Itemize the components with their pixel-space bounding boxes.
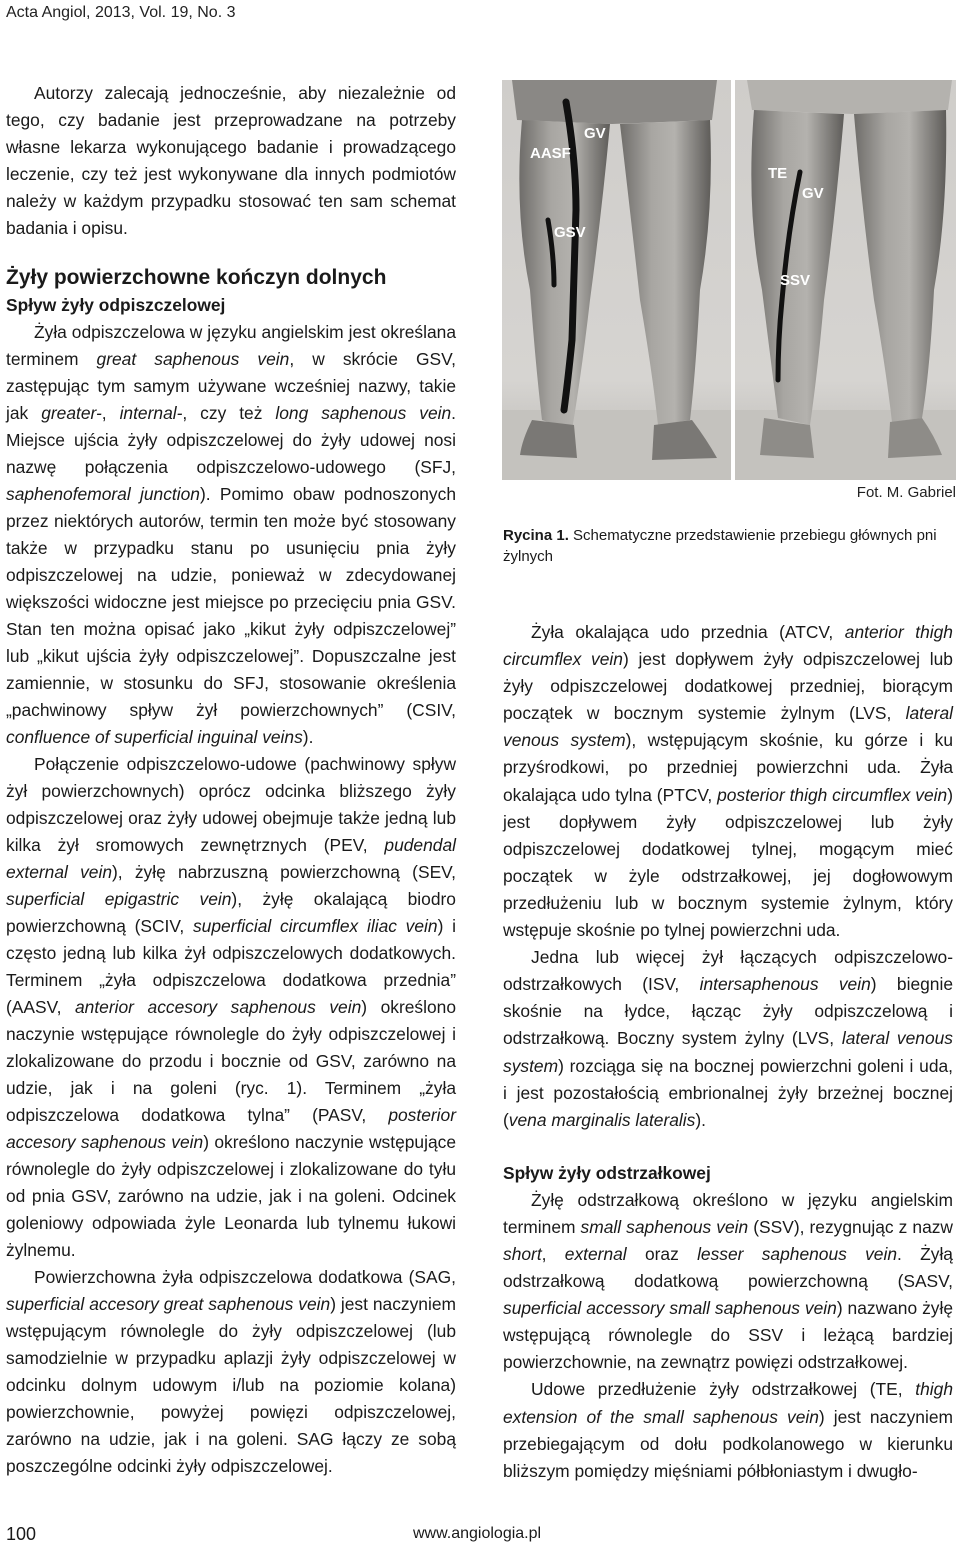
paragraph-isv-lvs: Jedna lub więcej żył łączących odpiszczelowo-odstrzałkowych (ISV, intersaphenous vein) biegnie skośnie na łydce, łącząc żyły odpiszczelową i odstrzałkową. Boczny system żylny (LVS, lateral venous system) rozciąga się na bocznej powierzchni goleni i uda, i jest pozostałością embrionalnej żyły brzeżnej bocznej (vena marginalis lateralis). <box>503 947 953 1130</box>
paragraph-sag: Powierzchowna żyła odpiszczelowa dodatkowa (SAG, superficial accesory great saphenous vein) jest naczyniem wstępującym równolegle do żyły odpiszczelowej (lub samodzielnie w przypadku aplazji żyły odpiszczelowej w odcinku dolnym udowym i/lub na poziomie kolana) powierzchownie, powyżej powięzi odpiszczelowej, zarówno na udzie, jak i na goleni. SAG łączy ze sobą poszczególne odcinki żyły odpiszczelowej. <box>6 1267 456 1476</box>
subsection-title-gsv: Spływ żyły odpiszczelowej <box>6 295 226 315</box>
paragraph-sfj-tributaries: Połączenie odpiszczelowo-udowe (pachwinowy spływ żył powierzchownych) oprócz odcinka bliższego żyły odpiszczelowej oraz żyły udowej obejmuje także jedną lub kilka żył sromowych zewnętrznych (PEV, pudendal external vein), żyłę nabrzuszną powierzchowną (SEV, superficial epigastric vein), żyłę okalającą biodro powierzchowną (SCIV, superficial circumflex iliac vein) i często jedną lub kilka żył odpiszczelowych dodatkowych. Terminem „żyła odpiszczelowa dodatkowa przednia” (AASV, anterior accesory saphenous vein) określono naczynie wstępujące równolegle do żyły odpiszczelowej i zlokalizowane do przodu i bocznie od GSV, zarówno na udzie, jak i na goleni (ryc. 1). Terminem „żyła odpiszczelowa dodatkowa tylna” (PASV, posterior accesory saphenous vein) określono naczynie wstępujące równolegle do żyły odpiszczelowej i zlokalizowane do tyłu od pnia GSV, zarówno na udzie, jak i na goleni. Odcinek goleniowy odpowiada żyle Leonarda lub tylnemu łukowi żylnemu. <box>6 754 457 1260</box>
label-te: TE <box>768 165 788 182</box>
running-head: Acta Angiol, 2013, Vol. 19, No. 3 <box>6 4 236 21</box>
caption-text: Schematyczne przedstawienie przebiegu głównych pni żylnych <box>503 527 937 565</box>
photo-divider <box>731 80 735 480</box>
label-gv-right: GV <box>802 185 824 202</box>
subsection-title-ssv: Spływ żyły odstrzałkowej <box>503 1162 711 1183</box>
photo-credit: Fot. M. Gabriel <box>856 484 956 501</box>
website-link[interactable]: www.angiologia.pl <box>413 1525 542 1542</box>
label-gsv: GSV <box>554 224 586 241</box>
figure-leg-photo <box>502 80 956 480</box>
intro-paragraph: Autorzy zalecają jednocześnie, aby niezależnie od tego, czy badanie jest przeprowadzane na potrzeby własne lekarza wykonującego badanie i prowadzącego leczenie, czy też jest wykonywane dla innych podmiotów należy w każdym przypadku stosować ten sam schemat badania i opisu. <box>6 83 456 238</box>
label-ssv: SSV <box>780 272 811 289</box>
leg-illustration <box>502 80 956 480</box>
section-title: Żyły powierzchowne kończyn dolnych <box>6 266 387 289</box>
paragraph-te: Udowe przedłużenie żyły odstrzałkowej (TE, thigh extension of the small saphenous vein) jest naczyniem przebiegającym od dołu podkolanowego w kierunku bliższym pomiędzy mięśniami półbłoniastym i dwugło- <box>503 1379 953 1481</box>
paragraph-atcv-ptcv: Żyła okalająca udo przednia (ATCV, anterior thigh circumflex vein) jest dopływem żyły odpiszczelowej lub żyły odpiszczelowej dodatkowej przedniej, biorącym początek w bocznym systemie żylnym (LVS, lateral venous system), wstępującym skośnie, ku górze i ku przyśrodkowi, po przedniej powierzchni uda. Żyła okalająca udo tylna (PTCV, posterior thigh circumflex vein) jest dopływem żyły odpiszczelowej lub żyły odpiszczelowej dodatkowej tylnej, mogącym mieć początek w żyle odstrzałkowej, jej dogłowowym przedłużeniu lub w bocznym systemie żylnym, który wstępuje skośnie po tylnej powierzchni uda. <box>503 622 953 941</box>
right-column <box>503 619 953 1485</box>
label-gv-left: GV <box>584 125 606 142</box>
paragraph-ssv-definition: Żyłę odstrzałkową określono w języku angielskim terminem small saphenous vein (SSV), rezygnując z nazw short, external oraz lesser saphenous vein. Żyłą odstrzałkową dodatkową powierzchowną (SASV, superficial accessory small saphenous vein) nazwano żyłę wstępującą równolegle do SSV i leżącą bardziej powierzchownie, na zewnątrz powięzi odstrzałkowej. <box>503 1189 953 1373</box>
caption-label: Rycina 1. <box>503 527 569 544</box>
label-aasf: AASF <box>530 145 571 162</box>
figure-caption <box>503 525 953 567</box>
left-column <box>6 80 456 1480</box>
paragraph-gsv-definition: Żyła odpiszczelowa w języku angielskim jest określana terminem great saphenous vein, w skrócie GSV, zastępując tym samym używane wcześniej nazwy, takie jak greater-, internal-, czy też long saphenous vein. Miejsce ujścia żyły odpiszczelowej do żyły udowej nosi nazwę połączenia odpiszczelowo-udowego (SFJ, saphenofemoral junction). Pomimo obaw podnoszonych przez niektórych autorów, termin ten może być stosowany także w przypadku stanu po usunięciu pnia żyły odpiszczelowej na udzie, ponieważ w zdecydowanej większości widoczne jest miejsce po przecięciu pnia GSV. Stan ten można opisać jako „kikut żyły odpiszczelowej” lub „kikut ujścia żyły odpiszczelowej”. Dopuszczalne jest zamiennie, w stosunku do SFJ, stosowanie określenia „pachwinowy spływ żył powierzchownych” (CSIV, confluence of superficial inguinal veins). <box>6 322 456 747</box>
page-number: 100 <box>6 1524 37 1544</box>
